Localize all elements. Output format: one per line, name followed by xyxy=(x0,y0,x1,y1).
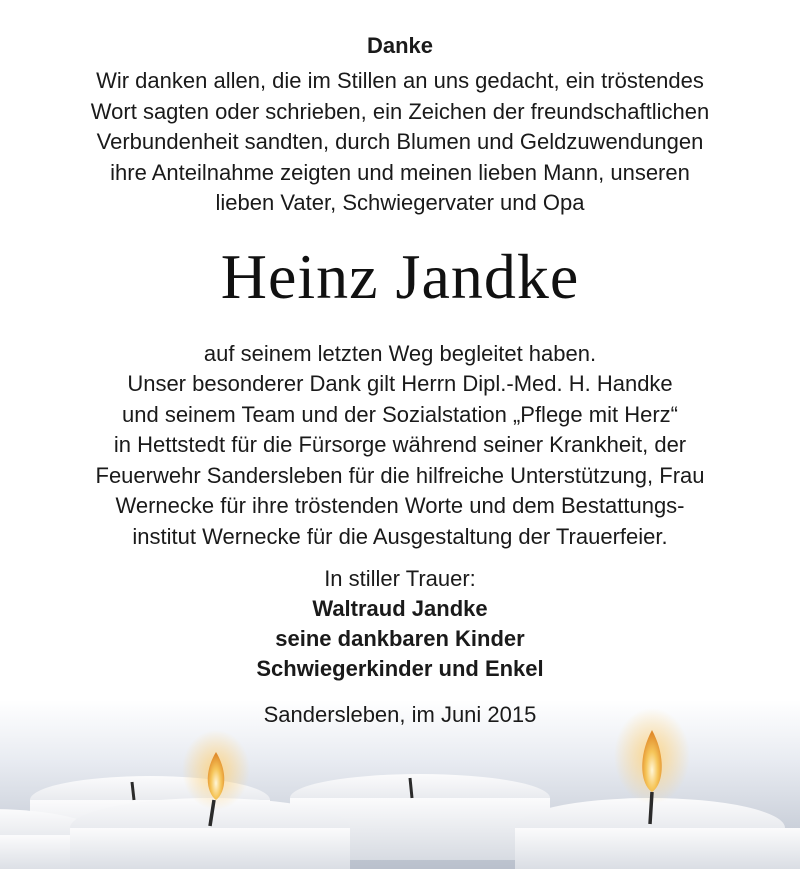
place-date: Sandersleben, im Juni 2015 xyxy=(263,702,537,727)
intro-line: ihre Anteilnahme zeigten und meinen lieben Mann, unseren xyxy=(110,159,690,185)
intro-line: Verbundenheit sandten, durch Blumen und Geldzuwendungen xyxy=(96,129,704,154)
body-line: Unser besonderer Dank gilt Herrn Dipl.-Med. H. Handke xyxy=(127,371,673,396)
heading: Danke xyxy=(366,33,434,58)
body-paragraph xyxy=(0,339,800,553)
mourner-line: Waltraud Jandke xyxy=(312,596,488,621)
mourner-line: seine dankbaren Kinder xyxy=(275,626,525,651)
intro-line: Wir danken allen, die im Stillen an uns gedacht, ein tröstendes xyxy=(96,68,704,93)
body-line: Wernecke für ihre tröstenden Worte und dem Bestattungs- xyxy=(115,493,685,518)
intro-paragraph xyxy=(0,66,800,219)
body-line: Feuerwehr Sandersleben für die hilfreiche Unterstützung, Frau xyxy=(95,462,705,488)
mourners xyxy=(0,594,800,684)
body-line: institut Wernecke für die Ausgestaltung der Trauerfeier. xyxy=(132,523,668,549)
mourning-intro: In stiller Trauer: xyxy=(324,566,476,591)
deceased-name: Heinz Jandke xyxy=(220,240,580,312)
intro-line: lieben Vater, Schwiegervater und Opa xyxy=(215,190,585,215)
body-line: in Hettstedt für die Fürsorge während seiner Krankheit, der xyxy=(113,432,687,457)
mourner-line: Schwiegerkinder und Enkel xyxy=(256,656,544,681)
body-line: auf seinem letzten Weg begleitet haben. xyxy=(203,340,597,366)
intro-line: Wort sagten oder schrieben, ein Zeichen der freundschaftlichen xyxy=(90,98,710,124)
body-line: und seinem Team und der Sozialstation „Pflege mit Herz“ xyxy=(122,401,678,427)
